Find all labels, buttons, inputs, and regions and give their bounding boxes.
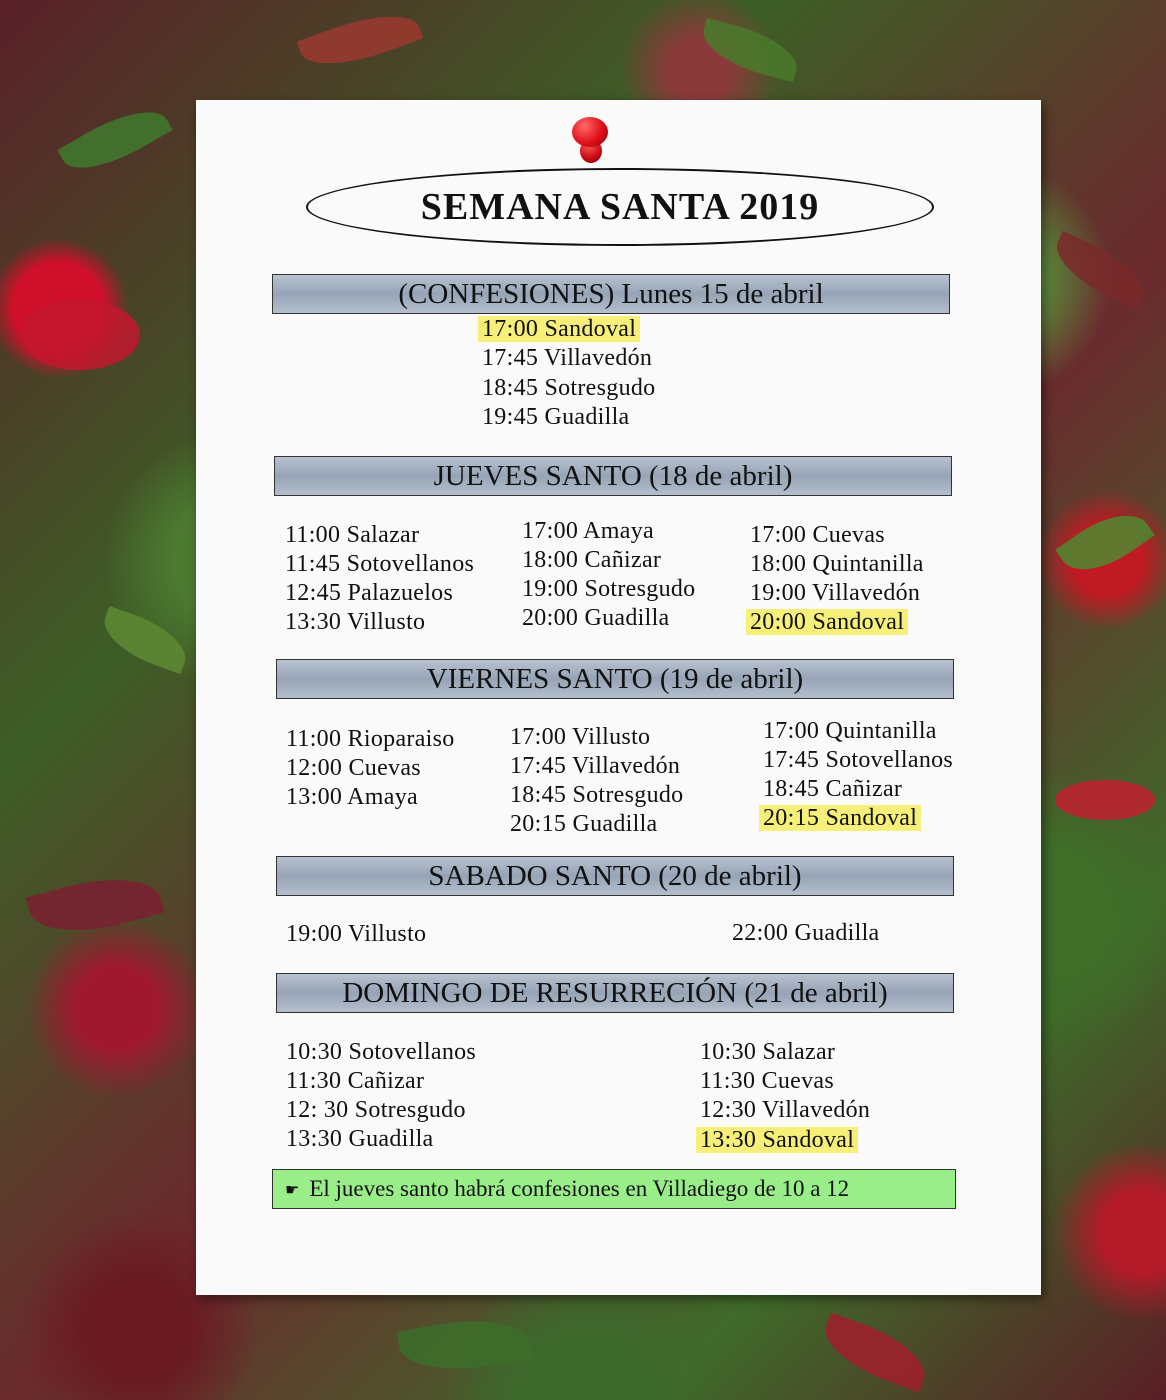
- leaf: [20, 300, 140, 370]
- push-pin-icon: [570, 117, 610, 169]
- schedule-entry: 11:00 Salazar: [285, 522, 420, 548]
- schedule-entry: 17:00 Villusto: [510, 724, 651, 750]
- leaf: [1055, 780, 1155, 820]
- section-heading: (CONFESIONES) Lunes 15 de abril: [272, 274, 950, 314]
- leaf: [96, 606, 194, 674]
- schedule-entry: 17:45 Sotovellanos: [763, 747, 954, 773]
- highlighted-entry: 17:00 Sandoval: [478, 316, 640, 342]
- schedule-entry: 18:45 Sotresgudo: [510, 782, 684, 808]
- schedule-entry: 18:45 Cañizar: [763, 776, 903, 802]
- schedule-entry: 17:00 Quintanilla: [763, 718, 937, 744]
- leaf: [1046, 231, 1154, 310]
- leaf: [297, 1, 423, 80]
- section-heading: VIERNES SANTO (19 de abril): [276, 659, 954, 699]
- schedule-entry: 12:30 Villavedón: [700, 1097, 871, 1123]
- schedule-entry: 17:00 Amaya: [522, 518, 654, 544]
- leaf: [816, 1313, 935, 1393]
- schedule-entry: 11:00 Rioparaiso: [286, 726, 455, 752]
- schedule-entry: 19:00 Villusto: [286, 921, 427, 947]
- schedule-entry: 12:00 Cuevas: [286, 755, 421, 781]
- schedule-entry: 13:30 Guadilla: [286, 1126, 434, 1152]
- schedule-entry: 10:30 Sotovellanos: [286, 1039, 477, 1065]
- highlighted-entry: 20:15 Sandoval: [759, 805, 921, 831]
- schedule-entry: 11:45 Sotovellanos: [285, 551, 475, 577]
- schedule-entry: 18:45 Sotresgudo: [482, 375, 656, 401]
- schedule-entry: 13:30 Villusto: [285, 609, 426, 635]
- section-heading: DOMINGO DE RESURRECIÓN (21 de abril): [276, 973, 954, 1013]
- schedule-entry: 10:30 Salazar: [700, 1039, 836, 1065]
- schedule-entry: 22:00 Guadilla: [732, 920, 880, 946]
- confession-note: [272, 1169, 956, 1209]
- leaf: [1055, 498, 1155, 586]
- leaf: [397, 1309, 534, 1381]
- highlighted-entry: 13:30 Sandoval: [696, 1127, 858, 1153]
- schedule-entry: 18:00 Cañizar: [522, 547, 662, 573]
- leaf: [26, 864, 165, 946]
- schedule-entry: 19:00 Sotresgudo: [522, 576, 696, 602]
- schedule-entry: 17:45 Villavedón: [482, 345, 653, 371]
- schedule-entry: [763, 804, 921, 833]
- schedule-entry: 12: 30 Sotresgudo: [286, 1097, 466, 1123]
- pointing-hand-icon: ☛: [285, 1179, 300, 1199]
- page-title: SEMANA SANTA 2019: [306, 168, 934, 246]
- note-text: El jueves santo habrá confesiones en Villadiego de 10 a 12: [309, 1176, 850, 1201]
- schedule-entry: 18:00 Quintanilla: [750, 551, 924, 577]
- highlighted-entry: 20:00 Sandoval: [746, 609, 908, 635]
- schedule-entry: 19:45 Guadilla: [482, 404, 630, 430]
- schedule-entry: 13:00 Amaya: [286, 784, 418, 810]
- schedule-entry: 17:45 Villavedón: [510, 753, 681, 779]
- schedule-entry: 19:00 Villavedón: [750, 580, 921, 606]
- leaf: [697, 18, 804, 83]
- section-heading: SABADO SANTO (20 de abril): [276, 856, 954, 896]
- schedule-entry: 20:00 Guadilla: [522, 605, 670, 631]
- schedule-entry: 20:15 Guadilla: [510, 811, 658, 837]
- schedule-entry: [482, 315, 640, 344]
- schedule-entry: 11:30 Cuevas: [700, 1068, 835, 1094]
- section-heading: JUEVES SANTO (18 de abril): [274, 456, 952, 496]
- schedule-entry: 17:00 Cuevas: [750, 522, 885, 548]
- schedule-entry: 11:30 Cañizar: [286, 1068, 425, 1094]
- schedule-entry: [700, 1126, 858, 1155]
- schedule-entry: 12:45 Palazuelos: [285, 580, 454, 606]
- leaf: [57, 95, 172, 185]
- schedule-entry: [750, 608, 908, 637]
